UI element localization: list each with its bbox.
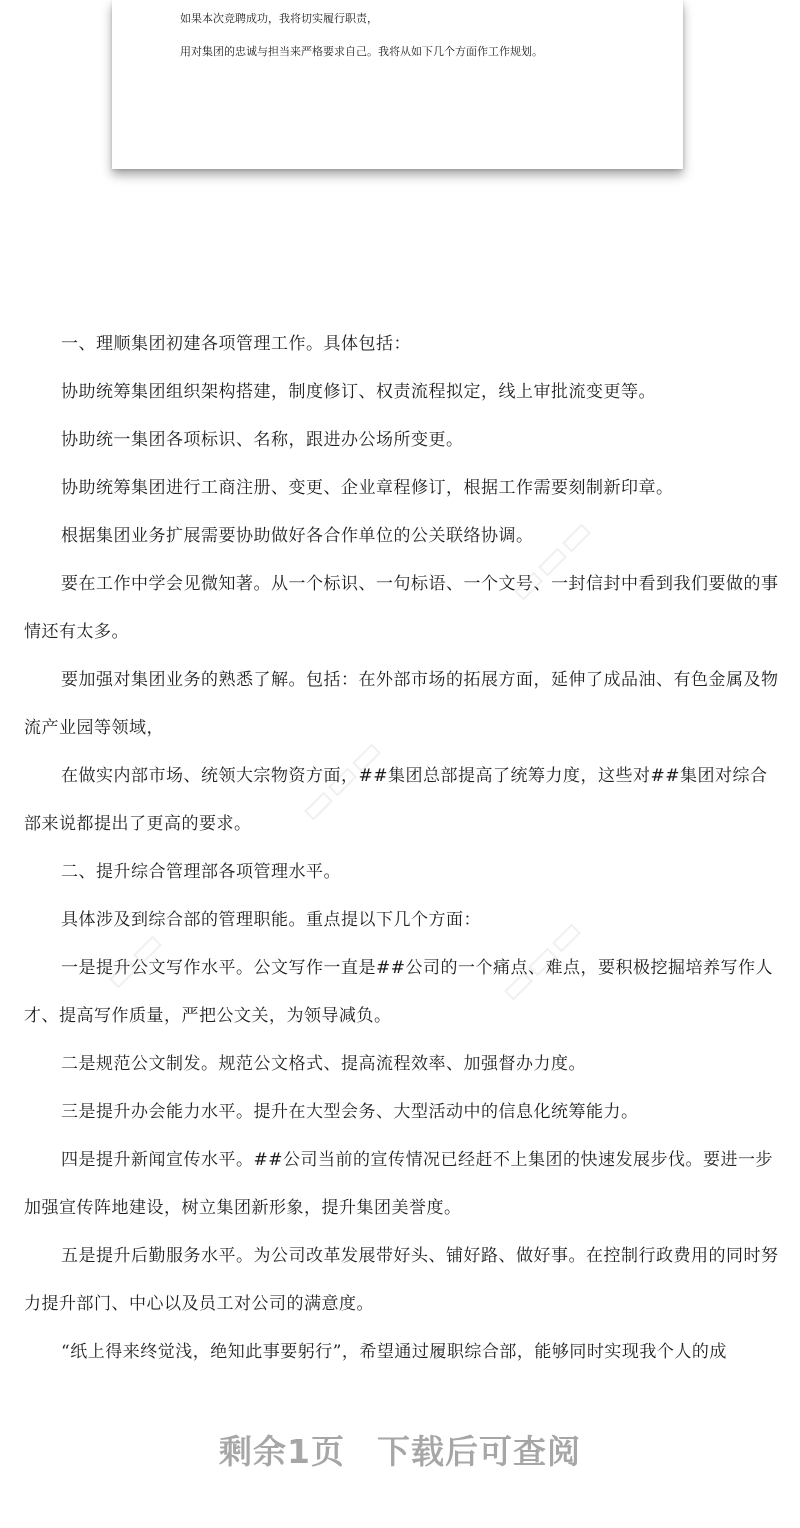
- watermark-stamp: ▭▭: [95, 921, 173, 1000]
- paragraph: 协助统筹集团进行工商注册、变更、企业章程修订，根据工作需要刻制新印章。: [61, 478, 674, 498]
- download-prompt[interactable]: [0, 1426, 800, 1473]
- previous-page-preview: [112, 0, 683, 169]
- watermark-stamp: ▭▭▭: [290, 729, 392, 832]
- paragraph: “纸上得来终觉浅，绝知此事要躬行”，希望通过履职综合部，能够同时实现我个人的成: [61, 1342, 727, 1362]
- paragraph: 五是提升后勤服务水平。为公司改革发展带好头、铺好路、做好事。在控制行政费用的同时努力提升部门、中心以及员工对公司的满意度。: [24, 1246, 779, 1314]
- preview-line-2: 用对集团的忠诚与担当来严格要求自己。我将从如下几个方面作工作规划。: [180, 45, 543, 58]
- preview-line-1: 如果本次竞聘成功，我将切实履行职责，: [180, 12, 378, 25]
- paragraph: 要在工作中学会见微知著。从一个标识、一句标语、一个文号、一封信封中看到我们要做的事情还有太多。: [24, 574, 779, 642]
- paragraph: 四是提升新闻宣传水平。##公司当前的宣传情况已经赶不上集团的快速发展步伐。要进一步加强宣传阵地建设，树立集团新形象，提升集团美誉度。: [24, 1150, 773, 1218]
- download-to-view-label: 下载后可查阅: [376, 1432, 581, 1471]
- paragraph: 根据集团业务扩展需要协助做好各合作单位的公关联络协调。: [61, 526, 534, 546]
- paragraph: 在做实内部市场、统领大宗物资方面，##集团总部提高了统筹力度，这些对##集团对综合部来说都提出了更高的要求。: [24, 766, 768, 834]
- paragraph: 要加强对集团业务的熟悉了解。包括：在外部市场的拓展方面，延伸了成品油、有色金属及物流产业园等领域，: [24, 670, 779, 738]
- paragraph: 一、理顺集团初建各项管理工作。具体包括：: [61, 334, 411, 354]
- paragraph: 协助统筹集团组织架构搭建，制度修订、权责流程拟定，线上审批流变更等。: [61, 382, 656, 402]
- paragraph: 二是规范公文制发。规范公文格式、提高流程效率、加强督办力度。: [61, 1054, 586, 1074]
- paragraph: 具体涉及到综合部的管理职能。重点提以下几个方面：: [61, 910, 481, 930]
- paragraph: 三是提升办会能力水平。提升在大型会务、大型活动中的信息化统筹能力。: [61, 1102, 639, 1122]
- paragraph: 一是提升公文写作水平。公文写作一直是##公司的一个痛点、难点，要积极挖掘培养写作人才、提高写作质量，严把公文关，为领导减负。: [24, 958, 773, 1026]
- paragraph: 协助统一集团各项标识、名称，跟进办公场所变更。: [61, 430, 464, 450]
- watermark-stamp: ▭▭▭: [490, 909, 592, 1012]
- watermark-stamp: ▭▭▭: [500, 509, 602, 612]
- section-heading: 二、提升综合管理部各项管理水平。: [61, 862, 341, 882]
- remaining-pages-label: 剩余1页: [219, 1432, 345, 1471]
